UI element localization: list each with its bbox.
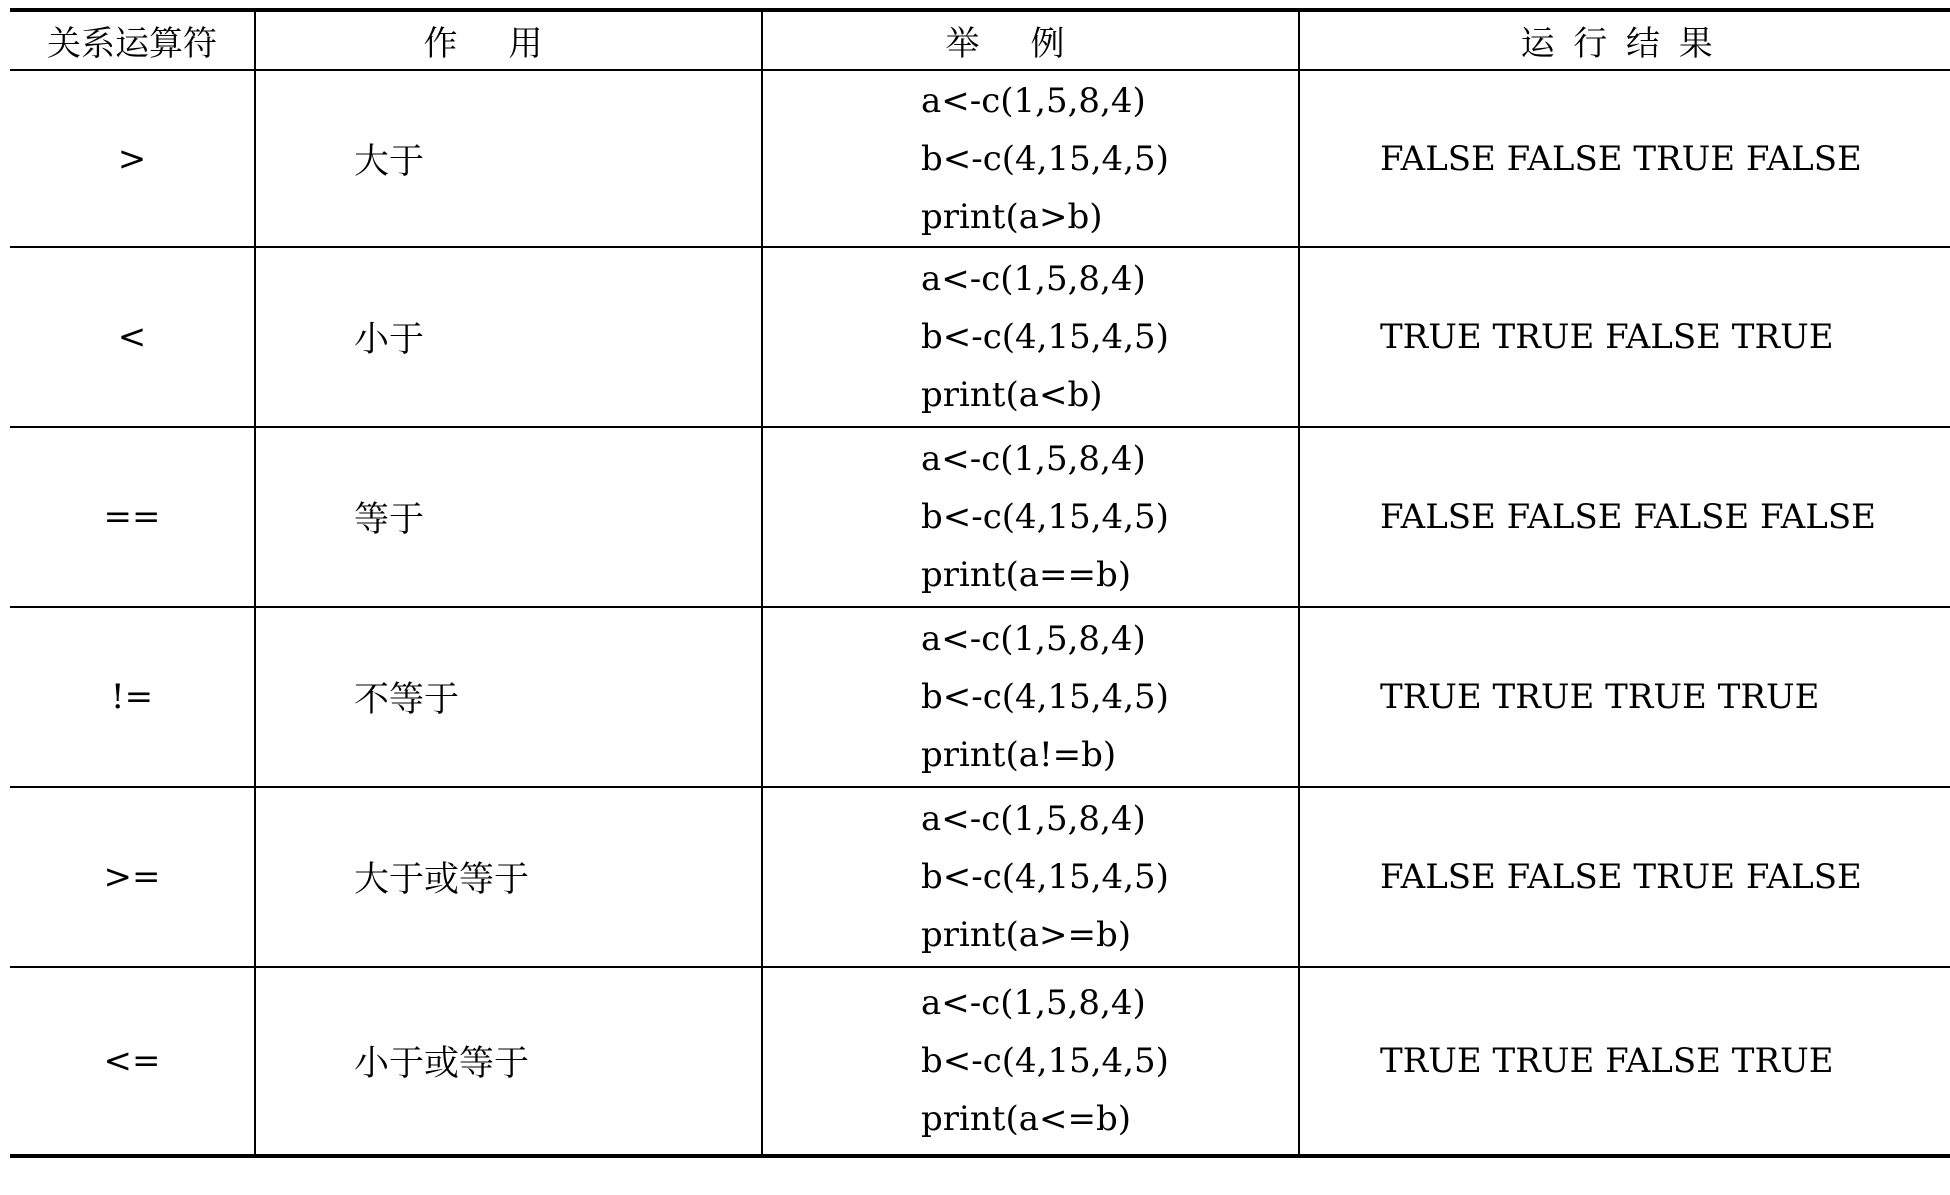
example-line: a<-c(1,5,8,4) xyxy=(921,619,1146,659)
result-cell: TRUE TRUE FALSE TRUE xyxy=(1299,967,1950,1156)
example-line: print(a>=b) xyxy=(921,915,1131,955)
table-row xyxy=(10,607,1950,787)
result-cell: TRUE TRUE FALSE TRUE xyxy=(1299,247,1950,427)
result-cell: FALSE FALSE TRUE FALSE xyxy=(1299,787,1950,967)
example-line: a<-c(1,5,8,4) xyxy=(921,439,1146,479)
example-line: a<-c(1,5,8,4) xyxy=(921,80,1146,121)
table-row xyxy=(10,70,1950,247)
example-line: a<-c(1,5,8,4) xyxy=(921,259,1146,299)
example-cell xyxy=(762,787,1299,967)
table-row xyxy=(10,427,1950,607)
example-cell xyxy=(762,70,1299,247)
example-line: b<-c(4,15,4,5) xyxy=(921,317,1169,357)
table-row xyxy=(10,247,1950,427)
table-row xyxy=(10,967,1950,1156)
table-row xyxy=(10,787,1950,967)
header-row xyxy=(10,10,1950,70)
table-body xyxy=(10,70,1950,1156)
relational-operators-table xyxy=(10,8,1950,1158)
header-operator: 关系运算符 xyxy=(10,10,255,70)
result-cell: FALSE FALSE FALSE FALSE xyxy=(1299,427,1950,607)
example-line: b<-c(4,15,4,5) xyxy=(921,677,1169,717)
function-cell: 等于 xyxy=(255,427,762,607)
operator-cell: <= xyxy=(10,967,255,1156)
example-cell xyxy=(762,967,1299,1156)
example-line: b<-c(4,15,4,5) xyxy=(921,857,1169,897)
example-line: print(a<=b) xyxy=(921,1099,1131,1139)
table-header xyxy=(10,10,1950,70)
result-cell: FALSE FALSE TRUE FALSE xyxy=(1299,70,1950,247)
example-line: print(a<b) xyxy=(921,375,1103,415)
operator-cell: == xyxy=(10,427,255,607)
header-result: 运行结果 xyxy=(1299,10,1950,70)
example-line: print(a>b) xyxy=(921,196,1103,237)
operator-cell: >= xyxy=(10,787,255,967)
example-cell xyxy=(762,607,1299,787)
example-line: b<-c(4,15,4,5) xyxy=(921,1041,1169,1081)
header-example: 举例 xyxy=(762,10,1299,70)
example-line: print(a==b) xyxy=(921,555,1131,595)
function-cell: 大于或等于 xyxy=(255,787,762,967)
function-cell: 小于或等于 xyxy=(255,967,762,1156)
operator-cell: < xyxy=(10,247,255,427)
example-line: a<-c(1,5,8,4) xyxy=(921,799,1146,839)
operator-cell: != xyxy=(10,607,255,787)
example-line: print(a!=b) xyxy=(921,735,1117,775)
function-cell: 不等于 xyxy=(255,607,762,787)
function-cell: 小于 xyxy=(255,247,762,427)
header-function: 作用 xyxy=(255,10,762,70)
example-line: a<-c(1,5,8,4) xyxy=(921,983,1146,1023)
function-cell: 大于 xyxy=(255,70,762,247)
example-cell xyxy=(762,247,1299,427)
operator-cell: > xyxy=(10,70,255,247)
example-line: b<-c(4,15,4,5) xyxy=(921,138,1169,179)
result-cell: TRUE TRUE TRUE TRUE xyxy=(1299,607,1950,787)
example-line: b<-c(4,15,4,5) xyxy=(921,497,1169,537)
example-cell xyxy=(762,427,1299,607)
